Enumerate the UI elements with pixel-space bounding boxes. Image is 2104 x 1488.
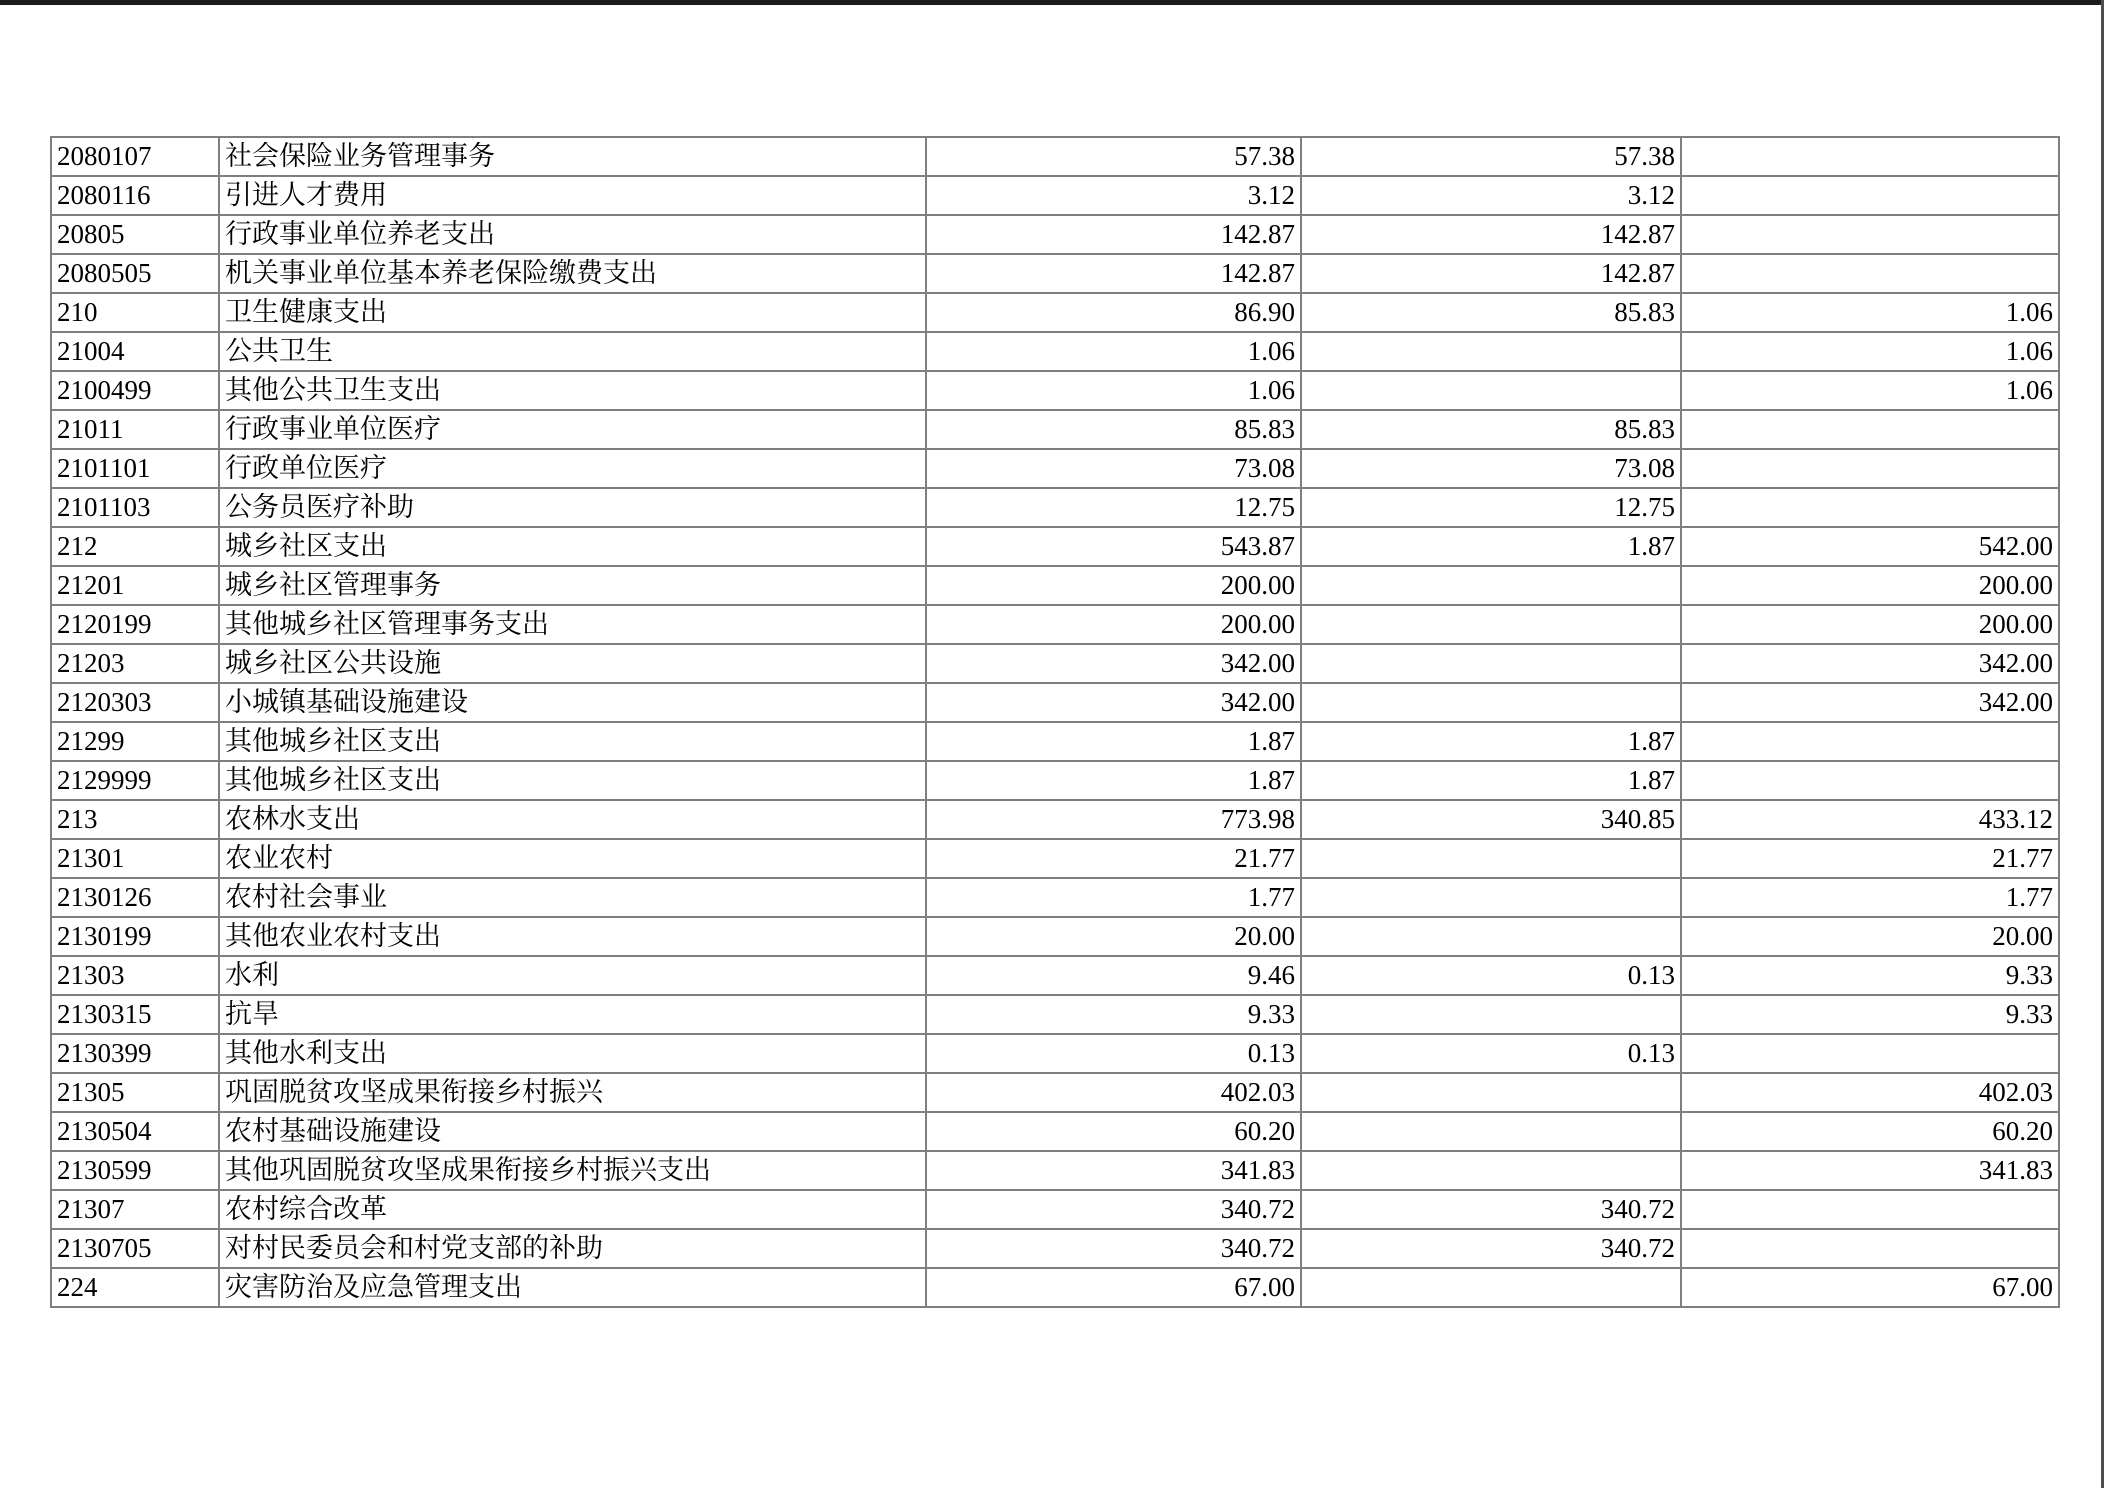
cell-name: 巩固脱贫攻坚成果衔接乡村振兴	[219, 1073, 926, 1112]
cell-value2: 142.87	[1301, 254, 1681, 293]
cell-value3	[1681, 410, 2059, 449]
cell-name: 引进人才费用	[219, 176, 926, 215]
cell-value1: 342.00	[926, 644, 1301, 683]
cell-value2	[1301, 917, 1681, 956]
cell-code: 21201	[51, 566, 219, 605]
cell-value2: 12.75	[1301, 488, 1681, 527]
cell-value3: 1.06	[1681, 293, 2059, 332]
cell-value1: 773.98	[926, 800, 1301, 839]
cell-value3: 1.06	[1681, 332, 2059, 371]
cell-name: 公务员医疗补助	[219, 488, 926, 527]
cell-value3: 542.00	[1681, 527, 2059, 566]
budget-table	[50, 136, 2060, 1308]
cell-code: 2080116	[51, 176, 219, 215]
cell-value2	[1301, 1151, 1681, 1190]
cell-value2	[1301, 1268, 1681, 1307]
cell-name: 机关事业单位基本养老保险缴费支出	[219, 254, 926, 293]
cell-code: 2100499	[51, 371, 219, 410]
table-row	[51, 761, 2059, 800]
cell-value3: 342.00	[1681, 683, 2059, 722]
cell-value2	[1301, 683, 1681, 722]
table-row	[51, 1034, 2059, 1073]
cell-code: 2130199	[51, 917, 219, 956]
table-row	[51, 137, 2059, 176]
cell-value1: 1.87	[926, 722, 1301, 761]
cell-code: 2101101	[51, 449, 219, 488]
table-row	[51, 683, 2059, 722]
cell-name: 公共卫生	[219, 332, 926, 371]
table-row	[51, 878, 2059, 917]
cell-value3: 1.06	[1681, 371, 2059, 410]
cell-value3	[1681, 137, 2059, 176]
cell-value2	[1301, 332, 1681, 371]
cell-name: 行政单位医疗	[219, 449, 926, 488]
cell-value3: 9.33	[1681, 956, 2059, 995]
cell-value3: 1.77	[1681, 878, 2059, 917]
cell-value1: 1.77	[926, 878, 1301, 917]
table-row	[51, 956, 2059, 995]
cell-value1: 60.20	[926, 1112, 1301, 1151]
cell-value3	[1681, 1034, 2059, 1073]
table-row	[51, 215, 2059, 254]
cell-code: 20805	[51, 215, 219, 254]
cell-name: 卫生健康支出	[219, 293, 926, 332]
table-row	[51, 917, 2059, 956]
cell-name: 水利	[219, 956, 926, 995]
cell-code: 2130504	[51, 1112, 219, 1151]
cell-value2: 1.87	[1301, 527, 1681, 566]
cell-name: 小城镇基础设施建设	[219, 683, 926, 722]
cell-value1: 85.83	[926, 410, 1301, 449]
cell-value3	[1681, 254, 2059, 293]
cell-name: 农村基础设施建设	[219, 1112, 926, 1151]
table-row	[51, 488, 2059, 527]
cell-value3	[1681, 449, 2059, 488]
cell-name: 城乡社区管理事务	[219, 566, 926, 605]
cell-name: 城乡社区公共设施	[219, 644, 926, 683]
cell-name: 其他城乡社区管理事务支出	[219, 605, 926, 644]
cell-value1: 340.72	[926, 1229, 1301, 1268]
table-row	[51, 1229, 2059, 1268]
cell-code: 2080107	[51, 137, 219, 176]
table-row	[51, 176, 2059, 215]
cell-code: 21004	[51, 332, 219, 371]
cell-code: 21307	[51, 1190, 219, 1229]
cell-name: 农村综合改革	[219, 1190, 926, 1229]
cell-value1: 21.77	[926, 839, 1301, 878]
cell-value1: 9.33	[926, 995, 1301, 1034]
cell-value3	[1681, 722, 2059, 761]
cell-value2: 0.13	[1301, 1034, 1681, 1073]
table-row	[51, 722, 2059, 761]
cell-name: 灾害防治及应急管理支出	[219, 1268, 926, 1307]
cell-value3: 433.12	[1681, 800, 2059, 839]
table-row	[51, 1112, 2059, 1151]
cell-value1: 57.38	[926, 137, 1301, 176]
cell-value3: 342.00	[1681, 644, 2059, 683]
cell-code: 224	[51, 1268, 219, 1307]
cell-value1: 3.12	[926, 176, 1301, 215]
cell-value1: 12.75	[926, 488, 1301, 527]
cell-value1: 1.87	[926, 761, 1301, 800]
cell-value2: 3.12	[1301, 176, 1681, 215]
table-row	[51, 449, 2059, 488]
cell-value2	[1301, 878, 1681, 917]
table-row	[51, 1073, 2059, 1112]
cell-code: 2120199	[51, 605, 219, 644]
cell-name: 行政事业单位医疗	[219, 410, 926, 449]
cell-code: 2130705	[51, 1229, 219, 1268]
table-row	[51, 410, 2059, 449]
cell-code: 2130599	[51, 1151, 219, 1190]
cell-value2: 0.13	[1301, 956, 1681, 995]
cell-code: 213	[51, 800, 219, 839]
cell-value1: 342.00	[926, 683, 1301, 722]
cell-value3: 200.00	[1681, 566, 2059, 605]
cell-value1: 142.87	[926, 254, 1301, 293]
cell-code: 212	[51, 527, 219, 566]
cell-value2	[1301, 1112, 1681, 1151]
cell-code: 21305	[51, 1073, 219, 1112]
table-row	[51, 566, 2059, 605]
cell-value3: 402.03	[1681, 1073, 2059, 1112]
table-row	[51, 839, 2059, 878]
cell-code: 210	[51, 293, 219, 332]
cell-name: 农业农村	[219, 839, 926, 878]
cell-code: 2080505	[51, 254, 219, 293]
table-row	[51, 605, 2059, 644]
cell-value1: 1.06	[926, 332, 1301, 371]
cell-code: 21011	[51, 410, 219, 449]
cell-value3	[1681, 215, 2059, 254]
table-row	[51, 1190, 2059, 1229]
cell-name: 城乡社区支出	[219, 527, 926, 566]
cell-value2	[1301, 1073, 1681, 1112]
cell-value1: 9.46	[926, 956, 1301, 995]
cell-name: 其他城乡社区支出	[219, 722, 926, 761]
cell-value1: 543.87	[926, 527, 1301, 566]
cell-value1: 0.13	[926, 1034, 1301, 1073]
table-row	[51, 800, 2059, 839]
cell-name: 农林水支出	[219, 800, 926, 839]
cell-code: 2130399	[51, 1034, 219, 1073]
cell-name: 抗旱	[219, 995, 926, 1034]
cell-value3	[1681, 1190, 2059, 1229]
cell-name: 社会保险业务管理事务	[219, 137, 926, 176]
cell-value2: 340.72	[1301, 1190, 1681, 1229]
cell-code: 2129999	[51, 761, 219, 800]
cell-name: 农村社会事业	[219, 878, 926, 917]
cell-code: 21301	[51, 839, 219, 878]
cell-value2: 57.38	[1301, 137, 1681, 176]
cell-value2: 340.72	[1301, 1229, 1681, 1268]
cell-value3: 200.00	[1681, 605, 2059, 644]
cell-code: 21303	[51, 956, 219, 995]
cell-value1: 73.08	[926, 449, 1301, 488]
table-row	[51, 254, 2059, 293]
cell-value3	[1681, 488, 2059, 527]
cell-value2: 142.87	[1301, 215, 1681, 254]
cell-value3: 341.83	[1681, 1151, 2059, 1190]
table-row	[51, 995, 2059, 1034]
cell-value2	[1301, 605, 1681, 644]
cell-code: 21299	[51, 722, 219, 761]
cell-name: 其他农业农村支出	[219, 917, 926, 956]
cell-value2: 73.08	[1301, 449, 1681, 488]
cell-name: 其他水利支出	[219, 1034, 926, 1073]
cell-code: 2120303	[51, 683, 219, 722]
cell-value2: 85.83	[1301, 410, 1681, 449]
cell-value2	[1301, 839, 1681, 878]
cell-value2: 1.87	[1301, 761, 1681, 800]
cell-code: 2130126	[51, 878, 219, 917]
cell-name: 其他巩固脱贫攻坚成果衔接乡村振兴支出	[219, 1151, 926, 1190]
cell-value2	[1301, 644, 1681, 683]
table-row	[51, 332, 2059, 371]
cell-value3: 9.33	[1681, 995, 2059, 1034]
page-top-border	[0, 0, 2104, 5]
cell-code: 2130315	[51, 995, 219, 1034]
cell-value2	[1301, 566, 1681, 605]
table-row	[51, 293, 2059, 332]
table-row	[51, 1268, 2059, 1307]
cell-value1: 340.72	[926, 1190, 1301, 1229]
cell-value1: 86.90	[926, 293, 1301, 332]
cell-name: 其他城乡社区支出	[219, 761, 926, 800]
cell-value3: 60.20	[1681, 1112, 2059, 1151]
cell-value2: 85.83	[1301, 293, 1681, 332]
cell-value1: 1.06	[926, 371, 1301, 410]
cell-name: 其他公共卫生支出	[219, 371, 926, 410]
cell-value2: 1.87	[1301, 722, 1681, 761]
table-row	[51, 1151, 2059, 1190]
cell-value3: 67.00	[1681, 1268, 2059, 1307]
table-row	[51, 371, 2059, 410]
cell-value1: 200.00	[926, 605, 1301, 644]
cell-value1: 200.00	[926, 566, 1301, 605]
table-row	[51, 527, 2059, 566]
table-body	[51, 137, 2059, 1307]
cell-value1: 67.00	[926, 1268, 1301, 1307]
table-row	[51, 644, 2059, 683]
cell-value1: 142.87	[926, 215, 1301, 254]
cell-value1: 402.03	[926, 1073, 1301, 1112]
cell-value3	[1681, 761, 2059, 800]
cell-name: 行政事业单位养老支出	[219, 215, 926, 254]
cell-value2	[1301, 995, 1681, 1034]
cell-value1: 341.83	[926, 1151, 1301, 1190]
cell-value2	[1301, 371, 1681, 410]
cell-code: 21203	[51, 644, 219, 683]
cell-name: 对村民委员会和村党支部的补助	[219, 1229, 926, 1268]
cell-code: 2101103	[51, 488, 219, 527]
cell-value2: 340.85	[1301, 800, 1681, 839]
cell-value3: 20.00	[1681, 917, 2059, 956]
cell-value1: 20.00	[926, 917, 1301, 956]
cell-value3	[1681, 176, 2059, 215]
cell-value3	[1681, 1229, 2059, 1268]
cell-value3: 21.77	[1681, 839, 2059, 878]
